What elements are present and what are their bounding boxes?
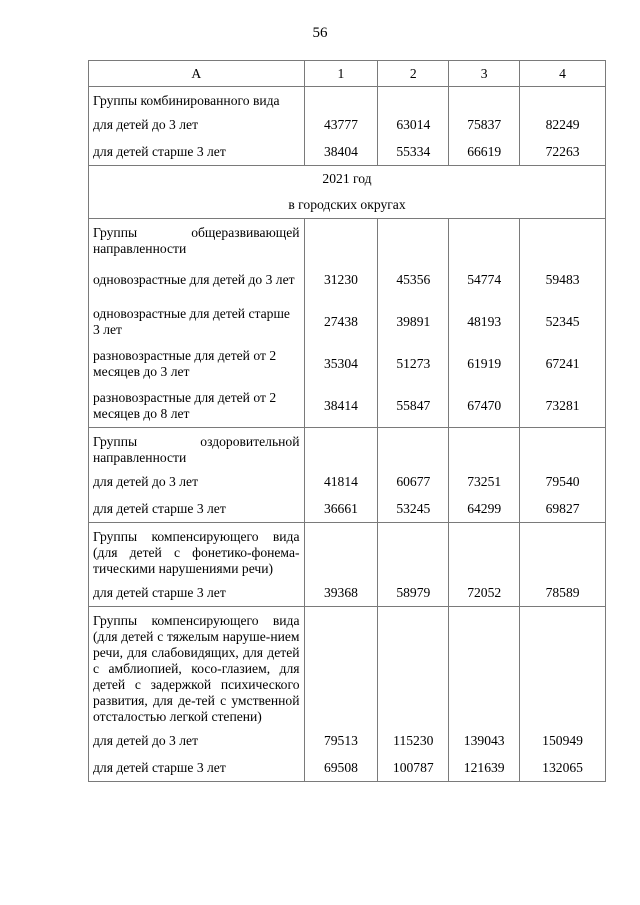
cell-value: 43777 [304,111,378,138]
group-header-row [89,607,606,728]
cell-value: 69827 [520,495,606,523]
group-header-row [89,219,606,260]
cell-value: 52345 [520,301,606,343]
cell-value: 79540 [520,468,606,495]
cell-value: 41814 [304,468,378,495]
cell-value: 61919 [449,343,520,385]
cell-value: 121639 [449,754,520,782]
table-row [89,495,606,523]
cell-value: 63014 [378,111,449,138]
cell-value: 72263 [520,138,606,166]
row-label: для детей старше 3 лет [89,754,305,782]
year-label: 2021 год [89,166,606,193]
group-label: Группы оздоровительной направленности [89,428,305,469]
group-header-row [89,523,606,580]
row-label: для детей до 3 лет [89,111,305,138]
cell-value: 73251 [449,468,520,495]
row-label: разновозрастные для детей от 2 месяцев до 8 лет [89,385,305,428]
area-label: в городских округах [89,192,606,219]
cell-value: 60677 [378,468,449,495]
cell-value: 69508 [304,754,378,782]
table-row [89,468,606,495]
area-band-row [89,192,606,219]
cell-value: 82249 [520,111,606,138]
table-row [89,579,606,607]
table-row [89,727,606,754]
group-header-row [89,87,606,112]
cell-value: 38404 [304,138,378,166]
cell-value: 36661 [304,495,378,523]
cell-value: 78589 [520,579,606,607]
year-band-row [89,166,606,193]
cell-value: 66619 [449,138,520,166]
table-row [89,343,606,385]
cell-value: 54774 [449,259,520,301]
cell-value: 67241 [520,343,606,385]
group-label: Группы общеразвивающей направленности [89,219,305,260]
table-header-row [89,61,606,87]
cell-value: 55334 [378,138,449,166]
cell-value: 75837 [449,111,520,138]
column-header: 3 [449,61,520,87]
cell-value: 55847 [378,385,449,428]
group-label: Группы компенсирующего вида (для детей с тяжелым наруше-нием речи, для слабовидящих, для детей с амблиопией, косо-глазием, для детей с задержкой психического развития, для де-тей с умственной отсталостью легкой степени) [89,607,305,728]
column-header: А [89,61,305,87]
row-label: для детей старше 3 лет [89,138,305,166]
tariff-table [88,60,606,782]
cell-value: 115230 [378,727,449,754]
cell-value: 139043 [449,727,520,754]
table-row [89,301,606,343]
row-label: для детей до 3 лет [89,727,305,754]
column-header: 2 [378,61,449,87]
cell-value: 58979 [378,579,449,607]
cell-value: 100787 [378,754,449,782]
cell-value: 67470 [449,385,520,428]
cell-value: 150949 [520,727,606,754]
cell-value: 132065 [520,754,606,782]
cell-value: 51273 [378,343,449,385]
cell-value: 72052 [449,579,520,607]
column-header: 4 [520,61,606,87]
cell-value: 39368 [304,579,378,607]
group-label: Группы компенсирующего вида (для детей с фонетико-фонема-тическими нарушениями речи) [89,523,305,580]
row-label: для детей старше 3 лет [89,495,305,523]
cell-value: 31230 [304,259,378,301]
row-label: разновозрастные для детей от 2 месяцев до 3 лет [89,343,305,385]
group-label: Группы комбинированного вида [89,87,305,112]
cell-value: 45356 [378,259,449,301]
cell-value: 79513 [304,727,378,754]
table-row [89,385,606,428]
group-header-row [89,428,606,469]
row-label: для детей до 3 лет [89,468,305,495]
row-label: одновозрастные для детей старше 3 лет [89,301,305,343]
cell-value: 53245 [378,495,449,523]
table-row [89,138,606,166]
cell-value: 64299 [449,495,520,523]
table-row [89,259,606,301]
cell-value: 39891 [378,301,449,343]
table-row [89,111,606,138]
cell-value: 73281 [520,385,606,428]
cell-value: 59483 [520,259,606,301]
cell-value: 48193 [449,301,520,343]
row-label: одновозрастные для детей до 3 лет [89,259,305,301]
column-header: 1 [304,61,378,87]
table-row [89,754,606,782]
row-label: для детей старше 3 лет [89,579,305,607]
cell-value: 35304 [304,343,378,385]
cell-value: 27438 [304,301,378,343]
page-number: 56 [312,25,328,41]
cell-value: 38414 [304,385,378,428]
